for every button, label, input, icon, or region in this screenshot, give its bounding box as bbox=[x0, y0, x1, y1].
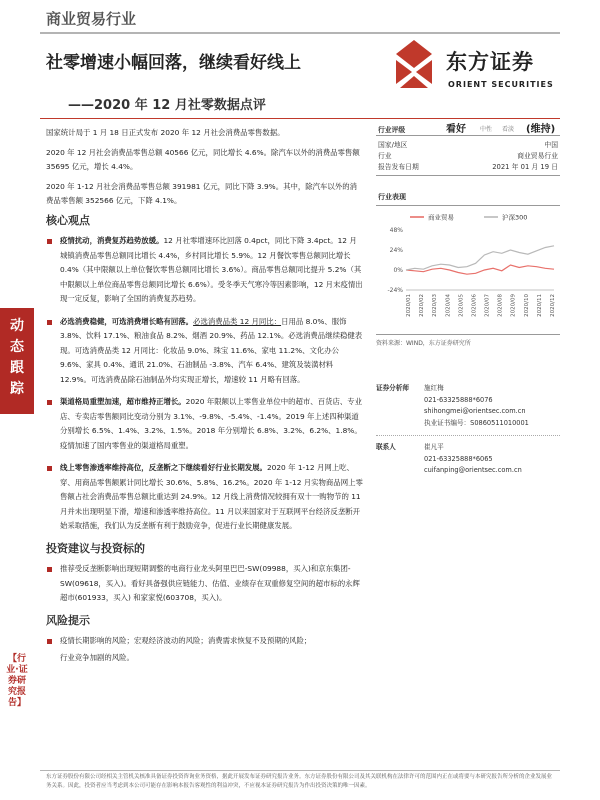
info-value: 2021 年 01 月 19 日 bbox=[492, 163, 558, 171]
rating-neutral: 中性 bbox=[480, 126, 493, 133]
main-content bbox=[46, 126, 364, 665]
risk-text-cont: 行业竞争加剧的风险。 bbox=[60, 652, 134, 662]
x-tick-label: 2020/01 bbox=[406, 294, 412, 317]
x-tick-label: 2020/03 bbox=[432, 294, 439, 317]
contact-row bbox=[376, 454, 560, 466]
orient-logo-icon bbox=[388, 38, 440, 94]
performance-chart bbox=[376, 210, 560, 330]
analyst-block bbox=[376, 383, 560, 477]
performance-title: 行业表现 bbox=[376, 192, 560, 206]
x-tick-label: 2020/04 bbox=[445, 294, 452, 317]
info-value: 中国 bbox=[544, 141, 558, 149]
analyst-name: 施红梅 bbox=[424, 384, 444, 392]
analyst-phone: 021-63325888*6076 bbox=[424, 395, 493, 404]
bullet-text: 12 月社零增速环比回落 0.4pct，同比下降 3.4pct。12 月城镇消费品零售总额同比增长 4.4%，乡村同比增长 5.9%。12 月餐饮零售总额同比增长 0.4%（其中限额以上单位餐饮零售总额同比增长 3.6%）。商品零售总额同比提升 5.2%（其中限额以上单位商品零售总额同比增长 6.6%）。受冬季天气寒冷等因素影响，12 月末疫情出现一定反复，影响了全国的消费复苏趋势。 bbox=[60, 236, 363, 303]
sidebar-info bbox=[376, 118, 560, 477]
footer-divider bbox=[40, 770, 560, 771]
logo-text-cn: 东方证券 bbox=[446, 50, 534, 74]
contact-email[interactable]: cuifanping@orientsec.com.cn bbox=[424, 466, 522, 474]
contact-label: 联系人 bbox=[376, 443, 396, 451]
info-table bbox=[376, 140, 560, 176]
rating-row bbox=[376, 118, 560, 136]
legend-label: 商业贸易 bbox=[428, 213, 454, 222]
y-tick-label: 48% bbox=[389, 227, 403, 234]
x-tick-label: 2020/11 bbox=[536, 294, 543, 317]
contact-row bbox=[376, 395, 560, 407]
performance-chart-svg bbox=[376, 210, 560, 330]
intro-paragraph: 2020 年 12 月社会消费品零售总额 40566 亿元，同比增长 4.6%。除汽车以外的消费品零售额 35695 亿元，增长 4.4%。 bbox=[46, 147, 360, 171]
invest-text: 推荐受反垄断影响出现短期调整的电商行业龙头阿里巴巴-SW(09988，买入)和京东集团-SW(09618，买入)。看好具备强供应链能力、估值、业绩存在双重修复空间的超市标的永辉超市(601933，买入) 和家家悦(603708，买入)。 bbox=[60, 564, 360, 602]
x-tick-label: 2020/12 bbox=[550, 294, 556, 317]
y-tick-label: 0% bbox=[393, 267, 403, 274]
info-key: 国家/地区 bbox=[378, 141, 408, 149]
license-label: 执业证书编号： bbox=[424, 418, 471, 427]
rating-status: (维持) bbox=[526, 124, 556, 135]
risk-bullet bbox=[46, 634, 364, 649]
report-title: 社零增速小幅回落，继续看好线上 bbox=[46, 53, 301, 73]
contact-name: 崔凡平 bbox=[424, 443, 444, 451]
chart-source: 资料来源：WIND，东方证券研究所 bbox=[376, 334, 560, 347]
x-tick-label: 2020/07 bbox=[484, 294, 491, 317]
analyst-email[interactable]: shihongmei@orientsec.com.cn bbox=[424, 407, 526, 415]
contact-row bbox=[376, 418, 560, 430]
risk-heading: 风险提示 bbox=[46, 613, 90, 627]
side-tab-label: 动态跟踪 bbox=[10, 318, 24, 397]
rating-value: 看好 bbox=[446, 124, 466, 135]
core-bullet bbox=[46, 315, 364, 388]
contact-row bbox=[376, 465, 560, 477]
side-tab bbox=[0, 308, 34, 414]
company-logo bbox=[388, 38, 568, 108]
x-tick-label: 2020/05 bbox=[458, 294, 465, 317]
side-footer-label: 【行业·证券研究报告】 bbox=[6, 654, 28, 708]
info-key: 行业 bbox=[378, 152, 392, 160]
series-line bbox=[406, 265, 554, 274]
info-row bbox=[376, 151, 560, 162]
invest-heading: 投资建议与投资标的 bbox=[46, 541, 145, 555]
license-number: S0860511010001 bbox=[470, 418, 529, 427]
intro-paragraph: 国家统计局于 1 月 18 日正式发布 2020 年 12 月社会消费品零售数据。 bbox=[46, 128, 285, 137]
analyst-label: 证券分析师 bbox=[376, 384, 409, 392]
core-bullet bbox=[46, 461, 364, 534]
contact-row bbox=[376, 442, 560, 454]
contact-divider bbox=[376, 435, 560, 436]
x-tick-label: 2020/09 bbox=[510, 294, 517, 317]
bullet-text: 2020 年限额以上零售业单位中的超市、百货店、专业店、专卖店零售额同比变动分别为 3.1%、-9.8%、-5.4%、-1.4%。2019 年上述四种渠道分别增长 6.5%、1.4%、3.2%、1.5%。2018 年分别增长 6.8%、3.2%、6.2%、1.8%。疫情加速了国内零售业的渠道格局重塑。 bbox=[60, 397, 363, 450]
x-tick-label: 2020/08 bbox=[497, 294, 504, 317]
risk-text: 疫情长期影响的风险；宏观经济波动的风险；消费需求恢复不及预期的风险； bbox=[60, 636, 312, 645]
core-bullet bbox=[46, 395, 364, 453]
rating-negative: 看淡 bbox=[502, 126, 515, 133]
bullet-underline: 必选消费品类 12 月同比： bbox=[193, 316, 282, 326]
contact-phone: 021-63325888*6065 bbox=[424, 454, 493, 463]
legend-label: 沪深300 bbox=[502, 213, 528, 222]
bullet-text: 日用品 8.0%、服饰 3.8%、饮料 17.1%、粮油食品 8.2%、烟酒 20.9%、药品 12.1%。必选消费品继续稳健表现。可选消费品类 12 月同比：化妆品 9.0%、珠宝 11.6%、家电 11.2%、文化办公 9.6%、家具 0.4%、通讯 21.0%、石油制品 -3.8%、汽车 6.4%、建筑及装潢材料 12.9%。可选消费品除石油制品外均实现正增长，增速较 11 月略有回落。 bbox=[60, 316, 363, 384]
x-tick-label: 2020/02 bbox=[419, 294, 426, 317]
bullet-lead: 疫情扰动，消费复苏趋势放缓。 bbox=[60, 236, 164, 245]
info-value: 商业贸易行业 bbox=[517, 152, 558, 160]
rating-label: 行业评级 bbox=[378, 126, 406, 134]
core-heading: 核心观点 bbox=[46, 213, 90, 227]
x-tick-label: 2020/10 bbox=[523, 294, 530, 317]
bullet-text: 2020 年 1-12 月网上吃、穿、用商品零售额累计同比增长 30.6%、5.8%、16.2%。2020 年 1-12 月实物商品网上零售额占社会消费品零售总额比重达到 24.9%。12 月线上消费情况较拥有双十一购物节的 11 月并未出现明显下滑，增速和渗透率维持高位。11 月以来国家对于互联网平台经济反垄断开始采取措施，我们认为反垄断有利于鼓励竞争，促进行业长期健康发展。 bbox=[60, 463, 363, 530]
bullet-lead: 线上零售渗透率维持高位，反垄断之下继续看好行业长期发展。 bbox=[60, 463, 267, 472]
disclaimer: 东方证券股份有限公司经相关主管机关核准具备证券投资咨询业务资格，据此开展发布证券研究报告业务。东方证券股份有限公司及其关联机构在法律许可的范围内正在或将要与本研究报告所分析的企业发展业务关系。因此，投资者应当考虑到本公司可能存在影响本报告客观性的利益冲突，不应视本证券研究报告为作出投资决策的唯一因素。 bbox=[46, 774, 553, 789]
intro-paragraph: 2020 年 1-12 月社会消费品零售总额 391981 亿元，同比下降 3.9%。其中，除汽车以外的消费品零售额 352566 亿元，下降 4.1%。 bbox=[46, 181, 357, 205]
core-bullet bbox=[46, 234, 364, 307]
bullet-lead: 必选消费稳健，可选消费增长略有回落。 bbox=[60, 316, 194, 326]
contact-row bbox=[376, 383, 560, 395]
y-tick-label: 24% bbox=[389, 247, 403, 254]
invest-bullet bbox=[46, 562, 364, 606]
report-subtitle: ——2020 年 12 月社零数据点评 bbox=[68, 98, 266, 113]
info-row bbox=[376, 140, 560, 151]
contact-row bbox=[376, 406, 560, 418]
info-row bbox=[376, 162, 560, 173]
info-key: 报告发布日期 bbox=[378, 163, 419, 171]
y-tick-label: -24% bbox=[387, 287, 403, 294]
bullet-lead: 渠道格局重塑加速，超市维持正增长。 bbox=[60, 397, 186, 406]
logo-text-en: ORIENT SECURITIES bbox=[448, 80, 554, 89]
industry-label: 商业贸易行业 bbox=[46, 10, 137, 28]
top-divider bbox=[40, 32, 560, 34]
x-tick-label: 2020/06 bbox=[471, 294, 478, 317]
